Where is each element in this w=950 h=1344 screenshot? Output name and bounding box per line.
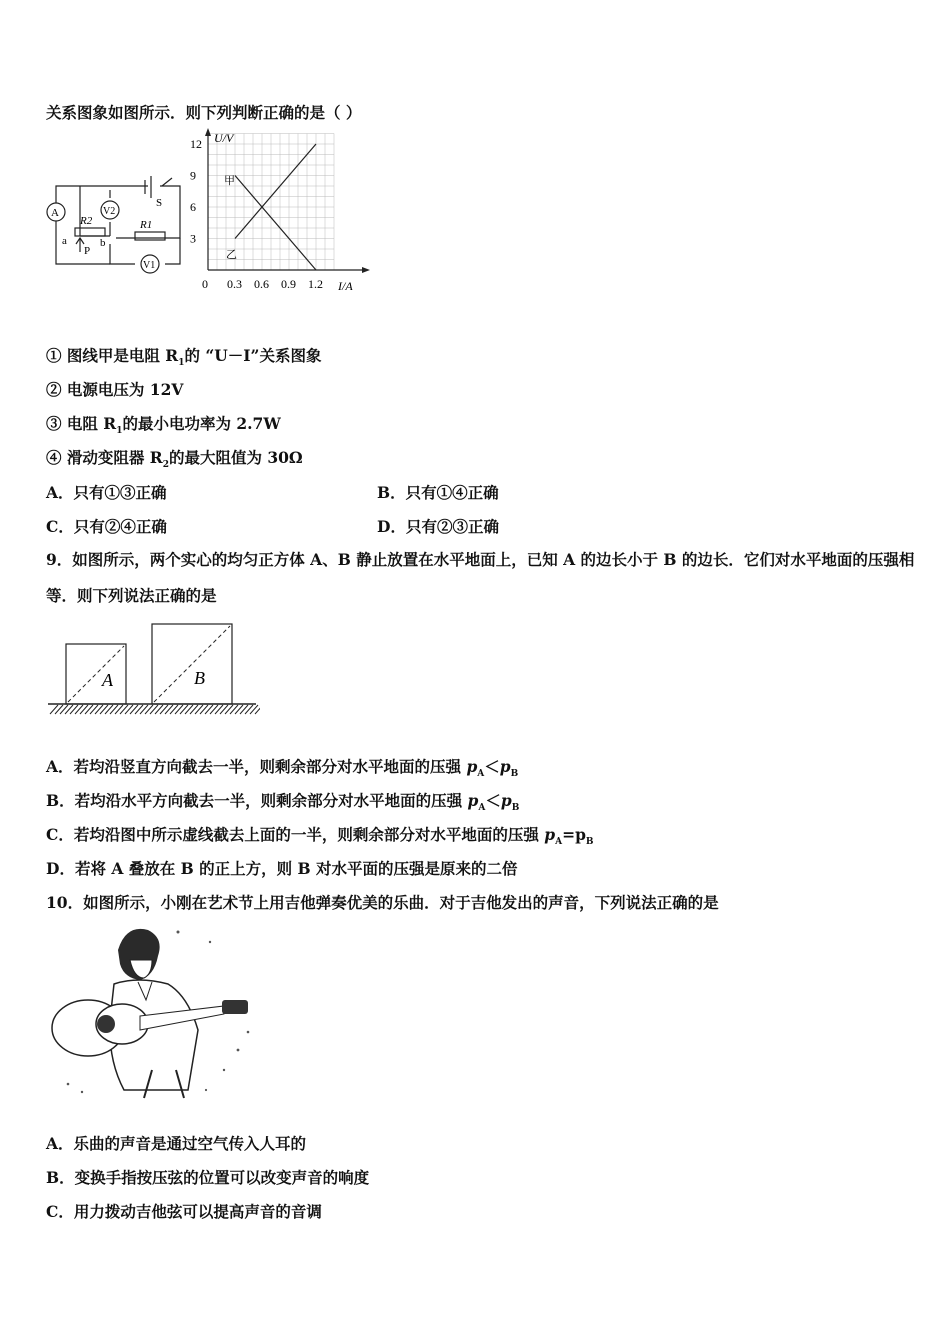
- line-jia: [235, 176, 316, 271]
- q9-stem: 9．如图所示，两个实心的均匀正方体 A、B 静止放置在水平地面上，已知 A 的边长小于 B 的边长．它们对水平地面的压强相等．则下列说法正确的是: [46, 550, 915, 605]
- q10-option-c[interactable]: C．用力拨动吉他弦可以提高声音的音调: [46, 1202, 322, 1221]
- figure-cubes: [46, 620, 260, 720]
- line-yi: [235, 144, 316, 239]
- voltmeter-v2-label: V2: [103, 206, 116, 217]
- switch-label: S: [156, 197, 163, 209]
- q10-option-a[interactable]: A．乐曲的声音是通过空气传入人耳的: [46, 1134, 307, 1153]
- x-tick-label: 0.9: [281, 277, 296, 291]
- cube-a-label: A: [102, 670, 113, 690]
- y-axis-label: U/V: [214, 131, 234, 145]
- circuit-diagram: [56, 176, 180, 264]
- y-axis-arrow: [205, 128, 211, 136]
- statement-3: ③ 电阻 $R_1$的最小电功率为 2.7W: [46, 414, 281, 437]
- q9-option-d[interactable]: D．若将 A 叠放在 B 的正上方，则 B 对水平面的压强是原来的二倍: [46, 859, 518, 878]
- y-tick-label: 3: [190, 231, 196, 246]
- q10-option-b[interactable]: B．变换手指按压弦的位置可以改变声音的响度: [46, 1168, 370, 1187]
- terminal-a-label: a: [62, 235, 67, 247]
- statement-4: ④ 滑动变阻器 $R_2$的最大阻值为 30Ω: [46, 448, 303, 471]
- slider-p-label: P: [84, 245, 91, 257]
- x-tick-label: 0.3: [227, 277, 242, 291]
- x-tick-label: 1.2: [308, 277, 323, 291]
- ammeter-meter: [47, 203, 65, 221]
- q9-option-b[interactable]: B．若均沿水平方向截去一半，则剩余部分对水平地面的压强 $p_A<p_B$: [46, 791, 520, 814]
- r1-label: R1: [140, 219, 153, 231]
- x-tick-label: 0.6: [254, 277, 269, 291]
- q8-option-c[interactable]: C．只有②④正确: [46, 517, 167, 536]
- r2-label: R2: [80, 215, 93, 227]
- voltmeter-v2: [101, 201, 119, 219]
- figure-guitar-player: [48, 920, 268, 1104]
- y-tick-label: 12: [190, 137, 202, 151]
- statement-2: ② 电源电压为 12V: [46, 380, 184, 399]
- ground-hatching: [50, 705, 260, 714]
- ammeter-label: A: [51, 207, 59, 219]
- terminal-b-label: b: [100, 237, 106, 249]
- voltmeter-v1: [141, 255, 159, 273]
- label-yi: 乙: [226, 249, 237, 261]
- q8-option-d[interactable]: D．只有②③正确: [377, 517, 499, 536]
- cube-b-label: B: [194, 668, 205, 688]
- question-intro: 关系图象如图所示．则下列判断正确的是（ ）: [46, 103, 362, 122]
- voltmeter-v1-label: V1: [143, 260, 156, 271]
- x-tick-label: 0: [202, 277, 208, 291]
- x-axis-label: I/A: [338, 279, 353, 293]
- y-tick-label: 6: [190, 200, 196, 214]
- hatch-line: [255, 705, 260, 714]
- x-axis-arrow: [362, 267, 370, 273]
- q8-option-a[interactable]: A．只有①③正确: [46, 483, 167, 502]
- label-jia: 甲: [224, 175, 235, 187]
- figure-circuit-and-graph: [40, 128, 380, 300]
- statement-1: ① 图线甲是电阻 $R_1$的 “U－I”关系图象: [46, 346, 322, 369]
- q8-option-b[interactable]: B．只有①④正确: [377, 483, 499, 502]
- q10-stem: 10．如图所示，小刚在艺术节上用吉他弹奏优美的乐曲．对于吉他发出的声音，下列说法正确的是: [46, 893, 719, 912]
- y-tick-label: 9: [190, 168, 196, 183]
- ui-graph: [190, 128, 370, 293]
- q9-option-c[interactable]: C．若均沿图中所示虚线截去上面的一半，则剩余部分对水平地面的压强 $p_A=p_B$: [46, 825, 594, 848]
- q9-option-a[interactable]: A．若均沿竖直方向截去一半，则剩余部分对水平地面的压强 $p_A<p_B$: [46, 757, 519, 780]
